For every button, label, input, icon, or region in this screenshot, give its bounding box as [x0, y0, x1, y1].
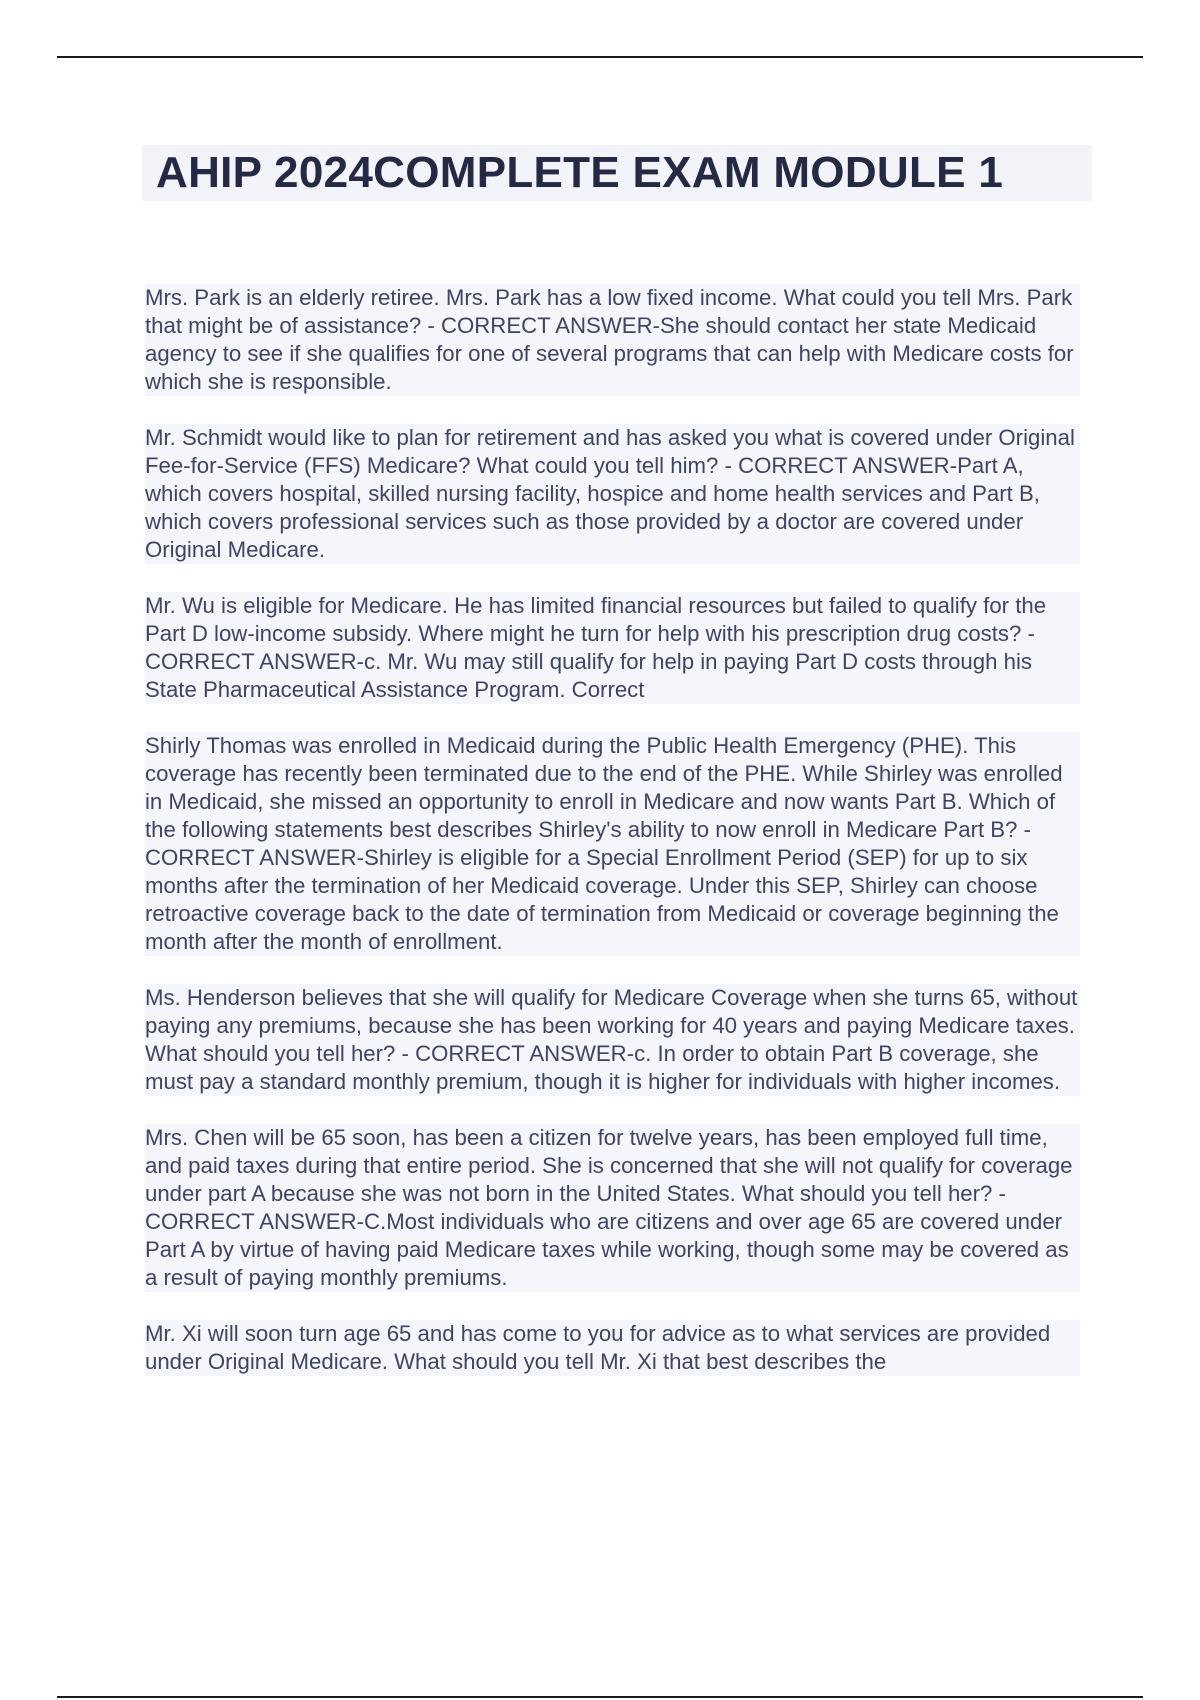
qa-item: Mrs. Park is an elderly retiree. Mrs. Park has a low fixed income. What could you tell Mrs. Park that might be of assistance? - CORRECT ANSWER-She should contact her state Medicaid agency to see if she qualifies for one of several programs that can help with Medicare costs for which she is responsible.: [145, 284, 1080, 396]
qa-item: Ms. Henderson believes that she will qualify for Medicare Coverage when she turns 65, without paying any premiums, because she has been working for 40 years and paying Medicare taxes. What should you tell her? - CORRECT ANSWER-c. In order to obtain Part B coverage, she must pay a standard monthly premium, though it is higher for individuals with higher incomes.: [145, 984, 1080, 1096]
top-rule: [57, 56, 1143, 58]
qa-item: Mrs. Chen will be 65 soon, has been a citizen for twelve years, has been employed full time, and paid taxes during that entire period. She is concerned that she will not qualify for coverage under part A because she was not born in the United States. What should you tell her? - CORRECT ANSWER-C.Most individuals who are citizens and over age 65 are covered under Part A by virtue of having paid Medicare taxes while working, though some may be covered as a result of paying monthly premiums.: [145, 1124, 1080, 1292]
qa-item: Mr. Wu is eligible for Medicare. He has limited financial resources but failed to qualify for the Part D low-income subsidy. Where might he turn for help with his prescription drug costs? - CORRECT ANSWER-c. Mr. Wu may still qualify for help in paying Part D costs through his State Pharmaceutical Assistance Program. Correct: [145, 592, 1080, 704]
qa-item: Shirly Thomas was enrolled in Medicaid during the Public Health Emergency (PHE). This coverage has recently been terminated due to the end of the PHE. While Shirley was enrolled in Medicaid, she missed an opportunity to enroll in Medicare and now wants Part B. Which of the following statements best describes Shirley's ability to now enroll in Medicare Part B? - CORRECT ANSWER-Shirley is eligible for a Special Enrollment Period (SEP) for up to six months after the termination of her Medicaid coverage. Under this SEP, Shirley can choose retroactive coverage back to the date of termination from Medicaid or coverage beginning the month after the month of enrollment.: [145, 732, 1080, 956]
qa-item: Mr. Schmidt would like to plan for retirement and has asked you what is covered under Original Fee-for-Service (FFS) Medicare? What could you tell him? - CORRECT ANSWER-Part A, which covers hospital, skilled nursing facility, hospice and home health services and Part B, which covers professional services such as those provided by a doctor are covered under Original Medicare.: [145, 424, 1080, 564]
document-title: AHIP 2024COMPLETE EXAM MODULE 1: [156, 148, 1004, 197]
bottom-rule: [57, 1696, 1143, 1698]
document-body: [145, 284, 1080, 1404]
qa-item: Mr. Xi will soon turn age 65 and has come to you for advice as to what services are provided under Original Medicare. What should you tell Mr. Xi that best describes the: [145, 1320, 1080, 1376]
title-banner: [142, 145, 1092, 201]
